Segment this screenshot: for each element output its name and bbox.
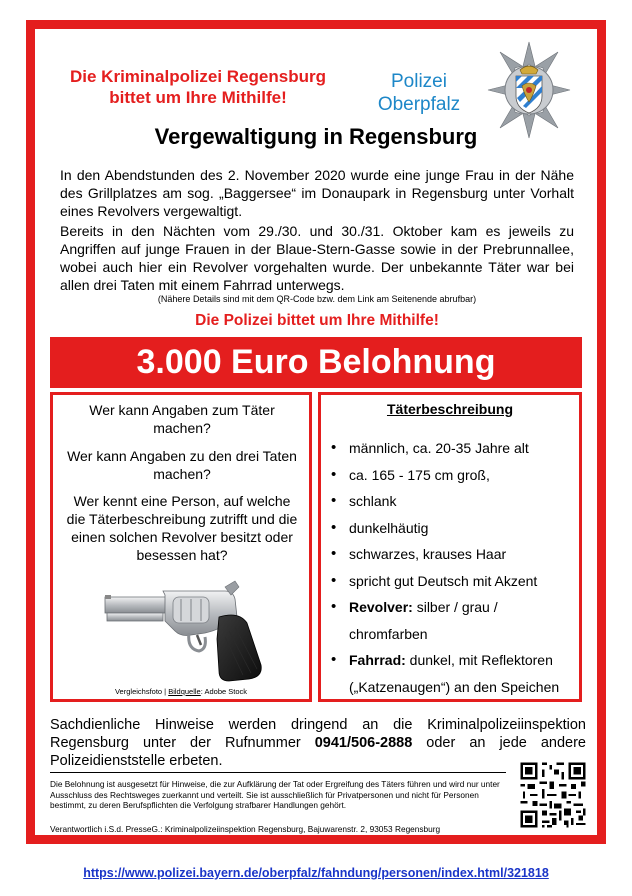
header-line-2: bittet um Ihre Mithilfe!	[109, 88, 287, 107]
photo-caption	[53, 687, 309, 696]
fahndung-link[interactable]: https://www.polizei.bayern.de/oberpfalz/fahndung/personen/index.html/321818	[83, 866, 549, 880]
phone-number: 0941/506-2888	[314, 735, 413, 751]
caption-prefix: Vergleichsfoto |	[114, 687, 169, 696]
description-list	[331, 435, 577, 700]
hint-text-2: oder an jede andere Polizeidienststelle erbeten.	[50, 735, 586, 769]
description-title: Täterbeschreibung	[386, 401, 514, 417]
description-item: • spricht gut Deutsch mit Akzent	[331, 568, 577, 595]
responsible-imprint: Verantwortlich i.S.d. PresseG.: Kriminalpolizeiinspektion Regensburg, Bajuwarenstr. 2, 93053 Regensburg	[50, 824, 441, 834]
description-item: • schwarzes, krauses Haar	[331, 541, 577, 568]
fahrrad-text: dunkel, mit Reflektoren	[405, 652, 553, 668]
revolver-photo-icon	[101, 577, 271, 685]
fahrrad-label: Fahrrad:	[349, 652, 406, 668]
description-item-revolver	[331, 594, 577, 621]
details-note: (Nähere Details sind mit dem QR-Code bzw. dem Link am Seitenende abrufbar)	[157, 294, 477, 304]
polizei-word: Polizei	[391, 71, 447, 92]
suspect-description-box	[318, 392, 582, 702]
description-item-fahrrad-cont: („Katzenaugen“) an den Speichen	[349, 678, 560, 695]
hint-text-1: Sachdienliche Hinweise werden dringend an die Kriminalpolizeiinspektion Regensburg unter der Rufnummer	[50, 717, 586, 751]
paragraph-previous-attacks: Bereits in den Nächten vom 29./30. und 30./31. Oktober kam es jeweils zu Angriffen auf junge Frauen in der Blaue-Stern-Gasse sowie in der Prebrunnallee, wobei auch hier ein Revolver vorgehalten wurde. Der unbekannte Täter war bei allen drei Taten mit einem Fahrrad unterwegs.	[60, 223, 574, 293]
revolver-label: Revolver:	[349, 599, 413, 615]
question-person: Wer kennt eine Person, auf welche die Täterbeschreibung zutrifft und die einen solchen Revolver besitzt oder besessen hat?	[66, 493, 298, 563]
description-item: • männlich, ca. 20-35 Jahre alt	[331, 435, 577, 462]
revolver-text: silber / grau /	[412, 599, 498, 615]
questions-box	[50, 392, 312, 702]
description-item-revolver-cont: chromfarben	[349, 625, 428, 642]
reward-fineprint: Die Belohnung ist ausgesetzt für Hinweise, die zur Aufklärung der Tat oder Ergreifung des Täters führen und wird nur unter Ausschluss des Rechtsweges zuerkannt und verteilt. Sie ist ausschließlich für Privatpersonen und nicht für Personen bestimmt, zu deren Berufspflichten die Verfolgung strafbarer Handlungen gehört.	[50, 779, 500, 811]
help-appeal: Die Polizei bittet um Ihre Mithilfe!	[195, 312, 439, 329]
contact-hint	[50, 716, 586, 770]
question-suspect: Wer kann Angaben zum Täter machen?	[89, 402, 275, 436]
description-item: • ca. 165 - 175 cm groß,	[331, 462, 577, 489]
paragraph-incident: In den Abendstunden des 2. November 2020 wurde eine junge Frau in der Nähe des Grillplatzes am sog. „Baggersee“ im Donaupark in Regensburg unter Vorhalt eines Revolvers vergewaltigt.	[60, 167, 574, 219]
divider	[50, 772, 506, 773]
description-item: • schlank	[331, 488, 577, 515]
description-item-fahrrad	[331, 647, 577, 674]
question-crimes: Wer kann Angaben zu den drei Taten machen?	[67, 448, 297, 482]
caption-suffix: : Adobe Stock	[200, 687, 248, 696]
polizei-oberpfalz-logo	[374, 70, 464, 116]
header-line-1: Die Kriminalpolizei Regensburg	[70, 67, 326, 86]
description-item: • dunkelhäutig	[331, 515, 577, 542]
header-appeal	[48, 66, 348, 108]
oberpfalz-word: Oberpfalz	[377, 94, 461, 115]
qr-code-icon	[518, 760, 588, 830]
page-title: Vergewaltigung in Regensburg	[154, 124, 478, 149]
caption-source-label: Bildquelle	[168, 687, 201, 696]
reward-banner: 3.000 Euro Belohnung	[50, 337, 582, 388]
